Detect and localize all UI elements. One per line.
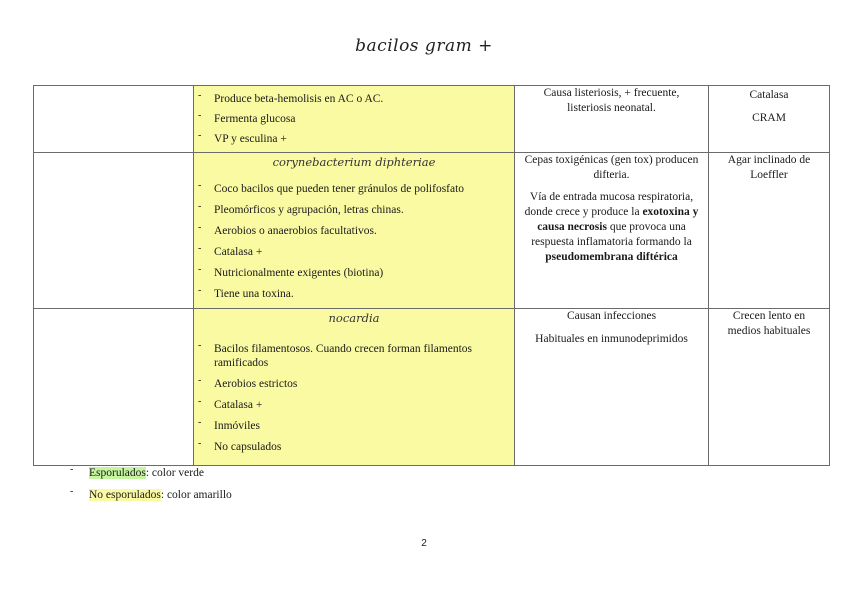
table-row: [34, 309, 830, 466]
features-cell: [194, 86, 515, 153]
legend-text: : color amarillo: [160, 489, 232, 501]
page-number: 2: [421, 538, 427, 549]
disease-text-part: que provoca una respuesta inflamatoria formando la: [531, 221, 692, 248]
culture-text: Catalasa: [749, 89, 789, 101]
page-title: bacilos gram +: [355, 36, 493, 56]
disease-text: Causa listeriosis, + frecuente, listeriosis neonatal.: [543, 87, 680, 114]
culture-cell: [709, 153, 830, 309]
disease-cell: [515, 153, 709, 309]
list-item: - No capsulados: [214, 440, 510, 454]
list-item: - Catalasa +: [214, 245, 510, 259]
legend-text: : color verde: [145, 467, 204, 479]
features-cell: [194, 309, 515, 466]
organism-cell-empty: [34, 153, 194, 309]
disease-text: Causan infecciones: [566, 310, 657, 322]
feature-list: [194, 86, 514, 146]
disease-keyword: exotoxina y causa necrosis: [537, 206, 699, 233]
list-item: - Coco bacilos que pueden tener gránulos de polifosfato: [214, 182, 510, 196]
legend-item-yellow: [70, 487, 232, 509]
culture-text: CRAM: [752, 112, 786, 124]
list-item: - Aerobios o anaerobios facultativos.: [214, 224, 510, 238]
table-row: [34, 153, 830, 309]
disease-keyword: pseudomembrana diftérica: [545, 251, 678, 263]
list-item: - VP y esculina +: [214, 132, 510, 146]
color-legend: [70, 465, 232, 509]
disease-cell: [515, 86, 709, 153]
disease-text: [515, 190, 708, 265]
bacteria-table: [33, 85, 830, 466]
list-item: - Bacilos filamentosos. Cuando crecen forman filamentos ramificados: [214, 342, 510, 370]
legend-label-green: Esporulados: [89, 467, 146, 479]
dash-bullet: -: [70, 464, 74, 475]
legend-item-green: [70, 465, 232, 487]
disease-text: Cepas toxigénicas (gen tox) producen difteria.: [524, 154, 699, 181]
features-cell: [194, 153, 515, 309]
organism-cell-empty: [34, 86, 194, 153]
list-item: - Tiene una toxina.: [214, 287, 510, 301]
culture-text: Crecen lento en medios habituales: [727, 310, 811, 337]
organism-heading: nocardia: [328, 311, 380, 325]
list-item: - Inmóviles: [214, 419, 510, 433]
list-item: - Pleomórficos y agrupación, letras chinas.: [214, 203, 510, 217]
culture-text: Agar inclinado de Loeffler: [727, 154, 811, 181]
table-row: [34, 86, 830, 153]
list-item: - Nutricionalmente exigentes (biotina): [214, 266, 510, 280]
list-item: - Catalasa +: [214, 398, 510, 412]
legend-label-yellow: No esporulados: [89, 489, 161, 501]
feature-list: [194, 342, 514, 454]
culture-cell: [709, 309, 830, 466]
list-item: - Aerobios estrictos: [214, 377, 510, 391]
dash-bullet: -: [70, 486, 74, 497]
disease-text: Habituales en inmunodeprimidos: [535, 333, 688, 345]
disease-text-part: Vía de entrada mucosa respiratoria, donde crece y produce la: [524, 191, 694, 218]
organism-heading: corynebacterium diphteriae: [272, 155, 436, 169]
list-item: - Fermenta glucosa: [214, 112, 510, 126]
organism-cell-empty: [34, 309, 194, 466]
culture-cell: [709, 86, 830, 153]
disease-cell: [515, 309, 709, 466]
list-item: - Produce beta-hemolisis en AC o AC.: [214, 92, 510, 106]
feature-list: [194, 182, 514, 301]
